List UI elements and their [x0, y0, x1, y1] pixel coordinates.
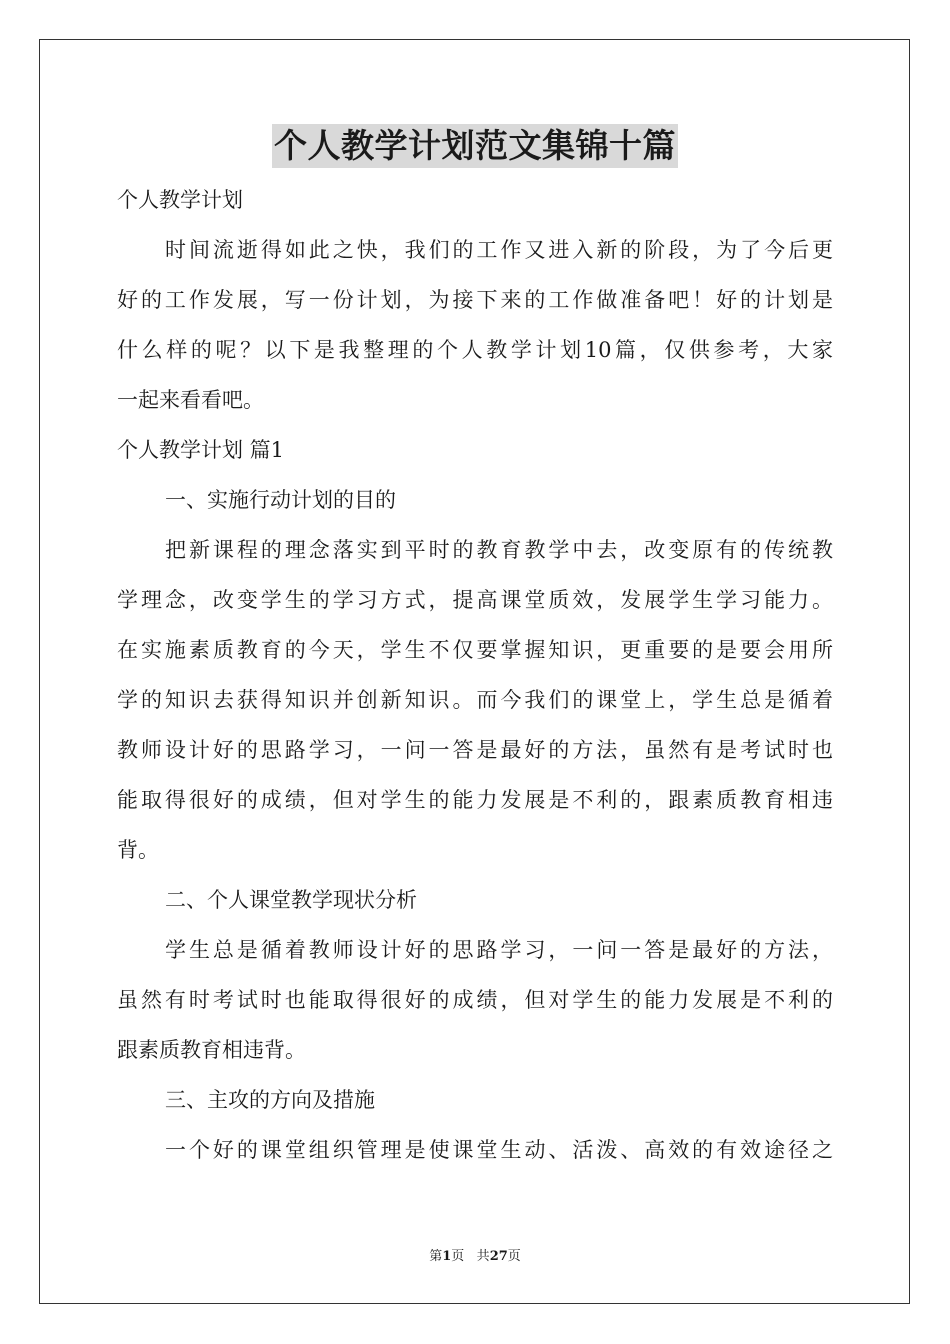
- page-total-count: 27: [489, 1249, 508, 1264]
- text-line: 把新课程的理念落实到平时的教育教学中去，改变原有的传统教: [165, 538, 833, 562]
- title-container: [0, 124, 950, 168]
- text-line: 背。: [117, 838, 159, 862]
- text-line: 一、实施行动计划的目的: [165, 488, 396, 512]
- text-line: 个人教学计划 篇1: [117, 438, 285, 462]
- text-line: 三、主攻的方向及措施: [165, 1088, 375, 1112]
- text-line: 好的工作发展，写一份计划，为接下来的工作做准备吧！好的计划是: [117, 288, 833, 312]
- page-footer: [0, 1248, 950, 1266]
- page-total-suffix: 页: [507, 1249, 521, 1264]
- document-title: 个人教学计划范文集锦十篇: [272, 124, 678, 168]
- page-number-prefix: 第: [429, 1249, 443, 1264]
- text-line: 二、个人课堂教学现状分析: [165, 888, 417, 912]
- page-total-prefix: 共: [476, 1249, 490, 1264]
- text-line: 虽然有时考试时也能取得很好的成绩，但对学生的能力发展是不利的: [117, 988, 833, 1012]
- text-line: 一个好的课堂组织管理是使课堂生动、活泼、高效的有效途径之: [165, 1138, 833, 1162]
- text-line: 在实施素质教育的今天，学生不仅要掌握知识，更重要的是要会用所: [117, 638, 833, 662]
- text-line: 教师设计好的思路学习，一问一答是最好的方法，虽然有是考试时也: [117, 738, 833, 762]
- text-line: 个人教学计划: [117, 188, 243, 212]
- text-line: 一起来看看吧。: [117, 388, 264, 412]
- text-line: 能取得很好的成绩，但对学生的能力发展是不利的，跟素质教育相违: [117, 788, 833, 812]
- text-line: 学的知识去获得知识并创新知识。而今我们的课堂上，学生总是循着: [117, 688, 833, 712]
- page-number-current: 1: [442, 1249, 452, 1264]
- text-line: 时间流逝得如此之快，我们的工作又进入新的阶段，为了今后更: [165, 238, 833, 262]
- text-line: 学生总是循着教师设计好的思路学习，一问一答是最好的方法，: [165, 938, 833, 962]
- text-line: 学理念，改变学生的学习方式，提高课堂质效，发展学生学习能力。: [117, 588, 833, 612]
- text-line: 跟素质教育相违背。: [117, 1038, 306, 1062]
- text-line: 什么样的呢？以下是我整理的个人教学计划10篇，仅供参考，大家: [117, 338, 833, 362]
- page-number-suffix: 页: [451, 1249, 465, 1264]
- document-body: [117, 175, 833, 1175]
